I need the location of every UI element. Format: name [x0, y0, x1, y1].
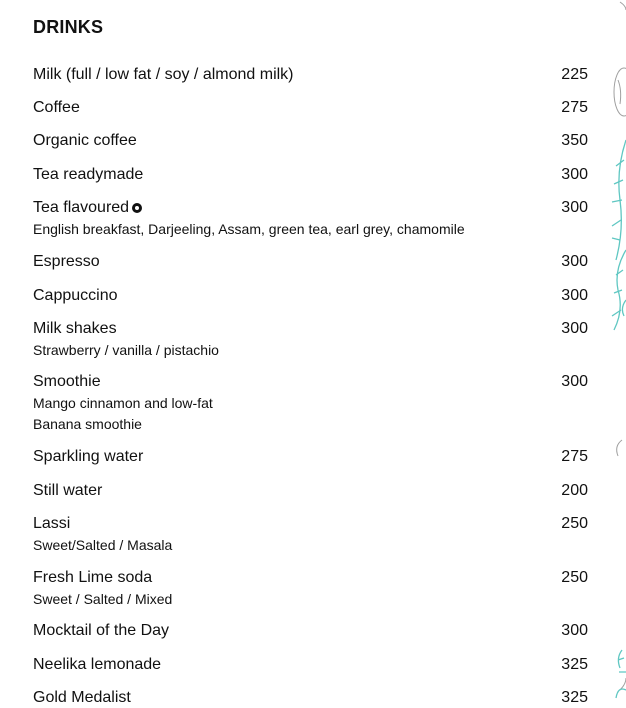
menu-item-row [33, 286, 588, 306]
menu-item-name [33, 252, 100, 272]
menu-item-price: 225 [561, 66, 588, 83]
menu-item-name [33, 198, 142, 218]
menu-item [33, 65, 588, 85]
menu-item-name [33, 165, 143, 185]
menu-item [33, 98, 588, 118]
menu-item-price: 250 [561, 515, 588, 532]
menu-item-price: 200 [561, 482, 588, 499]
menu-item-name [33, 655, 161, 675]
menu-item-description: Sweet/Salted / Masala [33, 537, 173, 553]
menu-item-price: 300 [561, 622, 588, 639]
menu-item-price: 275 [561, 99, 588, 116]
menu-item-name [33, 98, 80, 118]
menu-item-description: English breakfast, Darjeeling, Assam, green tea, earl grey, chamomile [33, 221, 465, 237]
menu-item-description: Sweet / Salted / Mixed [33, 591, 173, 607]
menu-item-row [33, 655, 588, 675]
menu-item-row [33, 65, 588, 85]
menu-item [33, 447, 588, 467]
menu-item-price: 250 [561, 569, 588, 586]
menu-item-row [33, 252, 588, 272]
menu-item-row [33, 514, 588, 534]
menu-item [33, 655, 588, 675]
menu-heading: DRINKS [33, 17, 104, 37]
menu-item-name [33, 481, 102, 501]
menu-item-row [33, 198, 588, 218]
menu-item-name-text: Cappuccino [33, 287, 118, 304]
menu-item-name-text: Mocktail of the Day [33, 622, 170, 639]
menu-item-description: Strawberry / vanilla / pistachio [33, 342, 219, 358]
menu-item-name-text: Coffee [33, 99, 80, 116]
dietary-marker-icon [132, 203, 142, 213]
menu-item-price: 325 [561, 656, 588, 673]
menu-item [33, 165, 588, 185]
menu-item [33, 131, 588, 151]
menu-item-name [33, 568, 152, 588]
menu-item-name-text: Neelika lemonade [33, 656, 162, 673]
menu-item-name-text: Tea readymade [33, 166, 144, 183]
menu-item-name-text: Tea flavoured [33, 199, 130, 216]
menu-item-price: 300 [561, 320, 588, 337]
menu-item-description: Banana smoothie [33, 416, 142, 432]
menu-item-price: 300 [561, 253, 588, 270]
menu-item-name [33, 514, 70, 534]
menu-item-name-text: Organic coffee [33, 132, 137, 149]
menu-item-name-text: Still water [33, 482, 103, 499]
menu-item-row [33, 372, 588, 392]
menu-item-name [33, 372, 101, 392]
menu-item [33, 372, 588, 434]
drinks-menu [33, 16, 588, 706]
menu-item-name-text: Fresh Lime soda [33, 569, 153, 586]
menu-item-name-text: Sparkling water [33, 448, 144, 465]
menu-item-row [33, 165, 588, 185]
menu-item [33, 568, 588, 609]
menu-item-row [33, 621, 588, 641]
menu-item-name [33, 65, 294, 85]
decorative-border-art [596, 0, 626, 700]
menu-item-name-text: Milk shakes [33, 320, 117, 337]
menu-item [33, 621, 588, 641]
menu-item [33, 198, 588, 239]
menu-item-price: 350 [561, 132, 588, 149]
menu-item-name-text: Lassi [33, 515, 71, 532]
menu-item-price: 300 [561, 199, 588, 216]
menu-item-row [33, 98, 588, 118]
menu-item-price: 325 [561, 689, 588, 706]
menu-item-name [33, 131, 137, 151]
menu-item-name-text: Milk (full / low fat / soy / almond milk) [33, 66, 294, 83]
menu-item-name-text: Smoothie [33, 373, 101, 390]
menu-item-row [33, 319, 588, 339]
menu-item [33, 688, 588, 708]
menu-item-name [33, 319, 117, 339]
menu-item-row [33, 447, 588, 467]
menu-item [33, 319, 588, 360]
menu-item-name [33, 447, 143, 467]
menu-item-description: Mango cinnamon and low-fat [33, 395, 213, 411]
menu-item-row [33, 481, 588, 501]
menu-item-price: 300 [561, 287, 588, 304]
menu-item-row [33, 568, 588, 588]
menu-item-name-text: Espresso [33, 253, 100, 270]
menu-item [33, 252, 588, 272]
menu-item [33, 481, 588, 501]
menu-item-name [33, 286, 118, 306]
menu-item [33, 286, 588, 306]
menu-item-price: 275 [561, 448, 588, 465]
menu-item-name [33, 688, 131, 708]
menu-item-name-text: Gold Medalist [33, 689, 131, 706]
menu-item-price: 300 [561, 166, 588, 183]
menu-item-row [33, 688, 588, 708]
menu-item-row [33, 131, 588, 151]
menu-item [33, 514, 588, 555]
menu-item-price: 300 [561, 373, 588, 390]
menu-item-name [33, 621, 169, 641]
